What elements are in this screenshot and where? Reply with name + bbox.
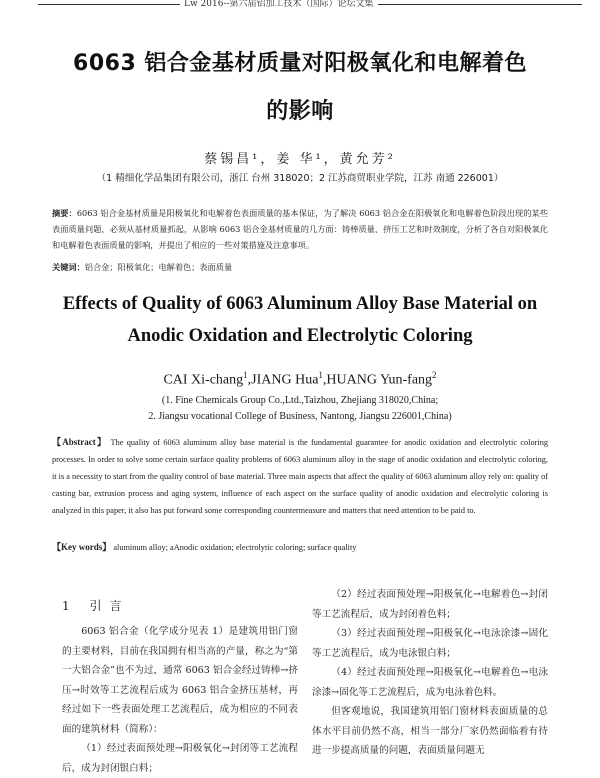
author-en-2-sup: 1	[318, 370, 323, 380]
title-cn-line2: 的影响	[266, 99, 334, 124]
paragraph: （4）经过表面预处理→阳极氧化→电解着色→电泳涂漆→固化等工艺流程后，成为电泳着色料。	[312, 667, 548, 698]
abstract-en-label: 【Abstract】	[52, 437, 108, 447]
abstract-cn-text: 6063 铝合金基材质量是阳极氧化和电解着色表面质量的基本保证，为了解决 6063 铝合金在阳极氧化和电解着色阶段出现的某些表面质量问题，必须从基材质量抓起，从影响 6063 铝合金基材质量的几方面：铸棒质量、挤压工艺和时效制度，分析了各自对阳极氧化和电解着色表面质量的影响，并提出了相应的一些对策措施及注意事项。	[52, 208, 548, 250]
keywords-cn-text: 铝合金；阳极氧化；电解着色；表面质量	[84, 262, 233, 272]
running-title: Lw 2016--第六届铝加工技术（国际）论坛文集	[180, 0, 378, 9]
title-en-line2: Anodic Oxidation and Electrolytic Coloring	[127, 326, 473, 346]
keywords-en-text: aluminum alloy; aAnodic oxidation; electrolytic coloring; surface quality	[113, 543, 357, 552]
paragraph: 但客观地说，我国建筑用铝门窗材料表面质量的总体水平目前仍然不高，相当一部分厂家仍然面临着有待进一步提高质量的问题，表面质量问题无	[312, 706, 548, 756]
affiliation-en-1: (1. Fine Chemicals Group Co.,Ltd.,Taizhou, Zhejiang 318020,China;	[161, 395, 439, 406]
author-en-2: ,JIANG Hua	[247, 372, 319, 388]
affiliation-en-2: 2. Jiangsu vocational College of Business, Nantong, Jiangsu 226001,China)	[148, 411, 452, 422]
abstract-en-text: The quality of 6063 aluminum alloy base material is the fundamental guarantee for anodic oxidation and electrolytic coloring processes. In order to solve some certain surface quality problems of 6063 aluminum alloy in the stage of anodic oxidation and electrolytic coloring, it is a necessity to start from the quality control of base material. Three main aspects that affect the quality of 6063 aluminum alloy rely on: quality of casting bar, extrusion process and aging system, influence of each aspect on the surface quality of anodic oxidation and electrolytic coloring is analyzed in this paper, it also has put forward some corresponding countermeasure and matters that need attention to be paid to.	[52, 438, 548, 515]
title-en-line1: Effects of Quality of 6063 Aluminum Alloy Base Material on	[62, 294, 538, 314]
author-en-1: CAI Xi-chang	[163, 372, 244, 388]
running-header	[0, 0, 600, 10]
paragraph: （3）经过表面预处理→阳极氧化→电泳涂漆→固化等工艺流程后，成为电泳银白料；	[312, 628, 548, 659]
keywords-en-label: 【Key words】	[52, 542, 112, 552]
authors-cn: 蔡锡昌¹，姜 华¹，黄允芳²	[204, 152, 396, 167]
title-cn-line1: 6063 铝合金基材质量对阳极氧化和电解着色	[73, 51, 527, 76]
paragraph: （1）经过表面预处理→阳极氧化→封闭等工艺流程后，成为封闭银白料；	[62, 743, 298, 774]
author-en-3-sup: 2	[432, 370, 437, 380]
abstract-en	[52, 434, 548, 519]
authors-en	[0, 370, 600, 389]
abstract-cn-label: 摘要：	[52, 208, 77, 218]
body-column-right	[312, 585, 548, 761]
keywords-cn	[52, 262, 548, 273]
author-en-3: ,HUANG Yun-fang	[322, 372, 433, 388]
abstract-cn	[52, 205, 548, 253]
section-heading-intro: 1 引言	[62, 599, 130, 613]
paragraph: （2）经过表面预处理→阳极氧化→电解着色→封闭等工艺流程后，成为封闭着色料；	[312, 589, 548, 620]
affiliation-cn: （1 精细化学品集团有限公司，浙江 台州 318020；2 江苏商贸职业学院，江苏 南通 226001）	[96, 173, 504, 184]
author-en-1-sup: 1	[243, 370, 248, 380]
keywords-en	[52, 540, 548, 553]
paragraph: 6063 铝合金（化学成分见表 1）是建筑用铝门窗的主要材料，目前在我国拥有相当高的产量，称之为“第一大铝合金”也不为过，通常 6063 铝合金经过铸棒→挤压→时效等工艺流程后成为 6063 铝合金挤压基材，再经过如下一些表面处理工艺流程后，成为相应的不同表面的建筑材料（简称）：	[62, 626, 298, 735]
keywords-cn-label: 关键词：	[52, 262, 85, 272]
body-column-left	[62, 622, 298, 778]
